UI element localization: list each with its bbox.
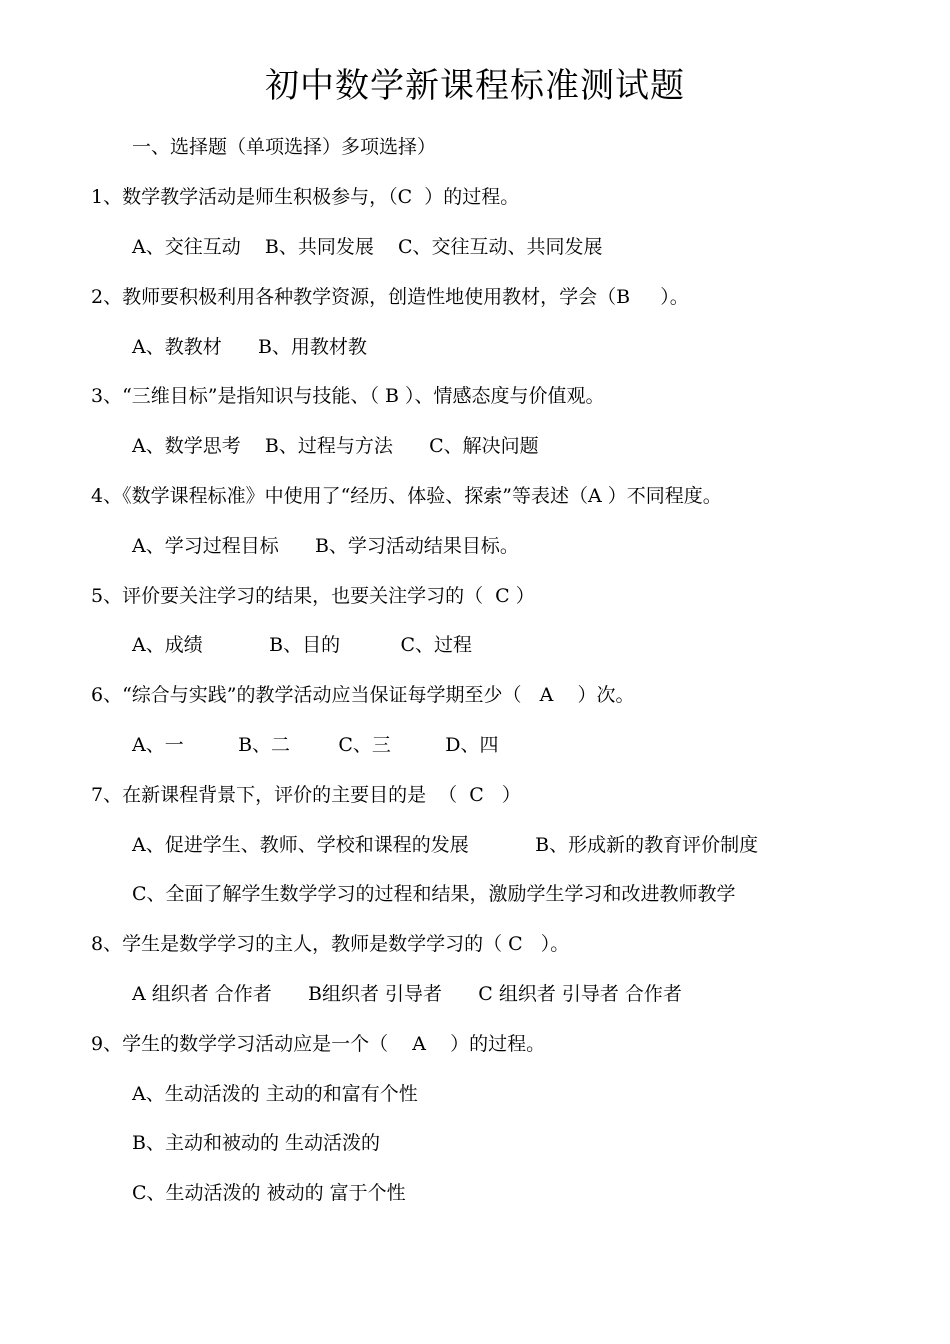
question-8: 8、学生是数学学习的主人，教师是数学学习的（ C ）。	[91, 933, 570, 955]
question-9-option-c: C、生动活泼的 被动的 富于个性	[132, 1182, 406, 1204]
question-8-options: A 组织者 合作者 B组织者 引导者 C 组织者 引导者 合作者	[132, 983, 682, 1005]
question-3-options: A、数学思考 B、过程与方法 C、解决问题	[132, 435, 539, 457]
section-heading: 一、选择题（单项选择）多项选择）	[132, 136, 437, 158]
question-4: 4、《数学课程标准》中使用了“经历、体验、探索”等表述（A ）不同程度。	[91, 485, 722, 507]
question-6-options: A、一 B、二 C、三 D、四	[132, 734, 499, 756]
question-9-option-b: B、主动和被动的 生动活泼的	[132, 1132, 381, 1154]
question-5-options: A、成绩 B、目的 C、过程	[132, 634, 473, 656]
question-6: 6、“综合与实践”的教学活动应当保证每学期至少（ A ）次。	[91, 684, 635, 706]
question-2: 2、教师要积极利用各种教学资源，创造性地使用教材，学会（B ）。	[91, 286, 689, 308]
question-7-options-1: A、促进学生、教师、学校和课程的发展 B、形成新的教育评价制度	[132, 834, 759, 856]
question-2-options: A、教教材 B、用教材教	[132, 336, 367, 358]
question-7: 7、在新课程背景下，评价的主要目的是 （ C ）	[91, 784, 521, 806]
page-title: 初中数学新课程标准测试题	[265, 66, 685, 106]
question-9-option-a: A、生动活泼的 主动的和富有个性	[132, 1083, 418, 1105]
question-9: 9、学生的数学学习活动应是一个（ A ）的过程。	[91, 1033, 546, 1055]
question-5: 5、评价要关注学习的结果，也要关注学习的（ C ）	[91, 585, 535, 607]
question-4-options: A、学习过程目标 B、学习活动结果目标。	[132, 535, 519, 557]
question-1: 1、数学教学活动是师生积极参与，（C ）的过程。	[91, 186, 520, 208]
question-7-options-2: C、全面了解学生数学学习的过程和结果，激励学生学习和改进教师教学	[132, 883, 736, 905]
question-1-options: A、交往互动 B、共同发展 C、交往互动、共同发展	[132, 236, 603, 258]
question-3: 3、“三维目标”是指知识与技能、（ B ）、情感态度与价值观。	[91, 385, 605, 407]
